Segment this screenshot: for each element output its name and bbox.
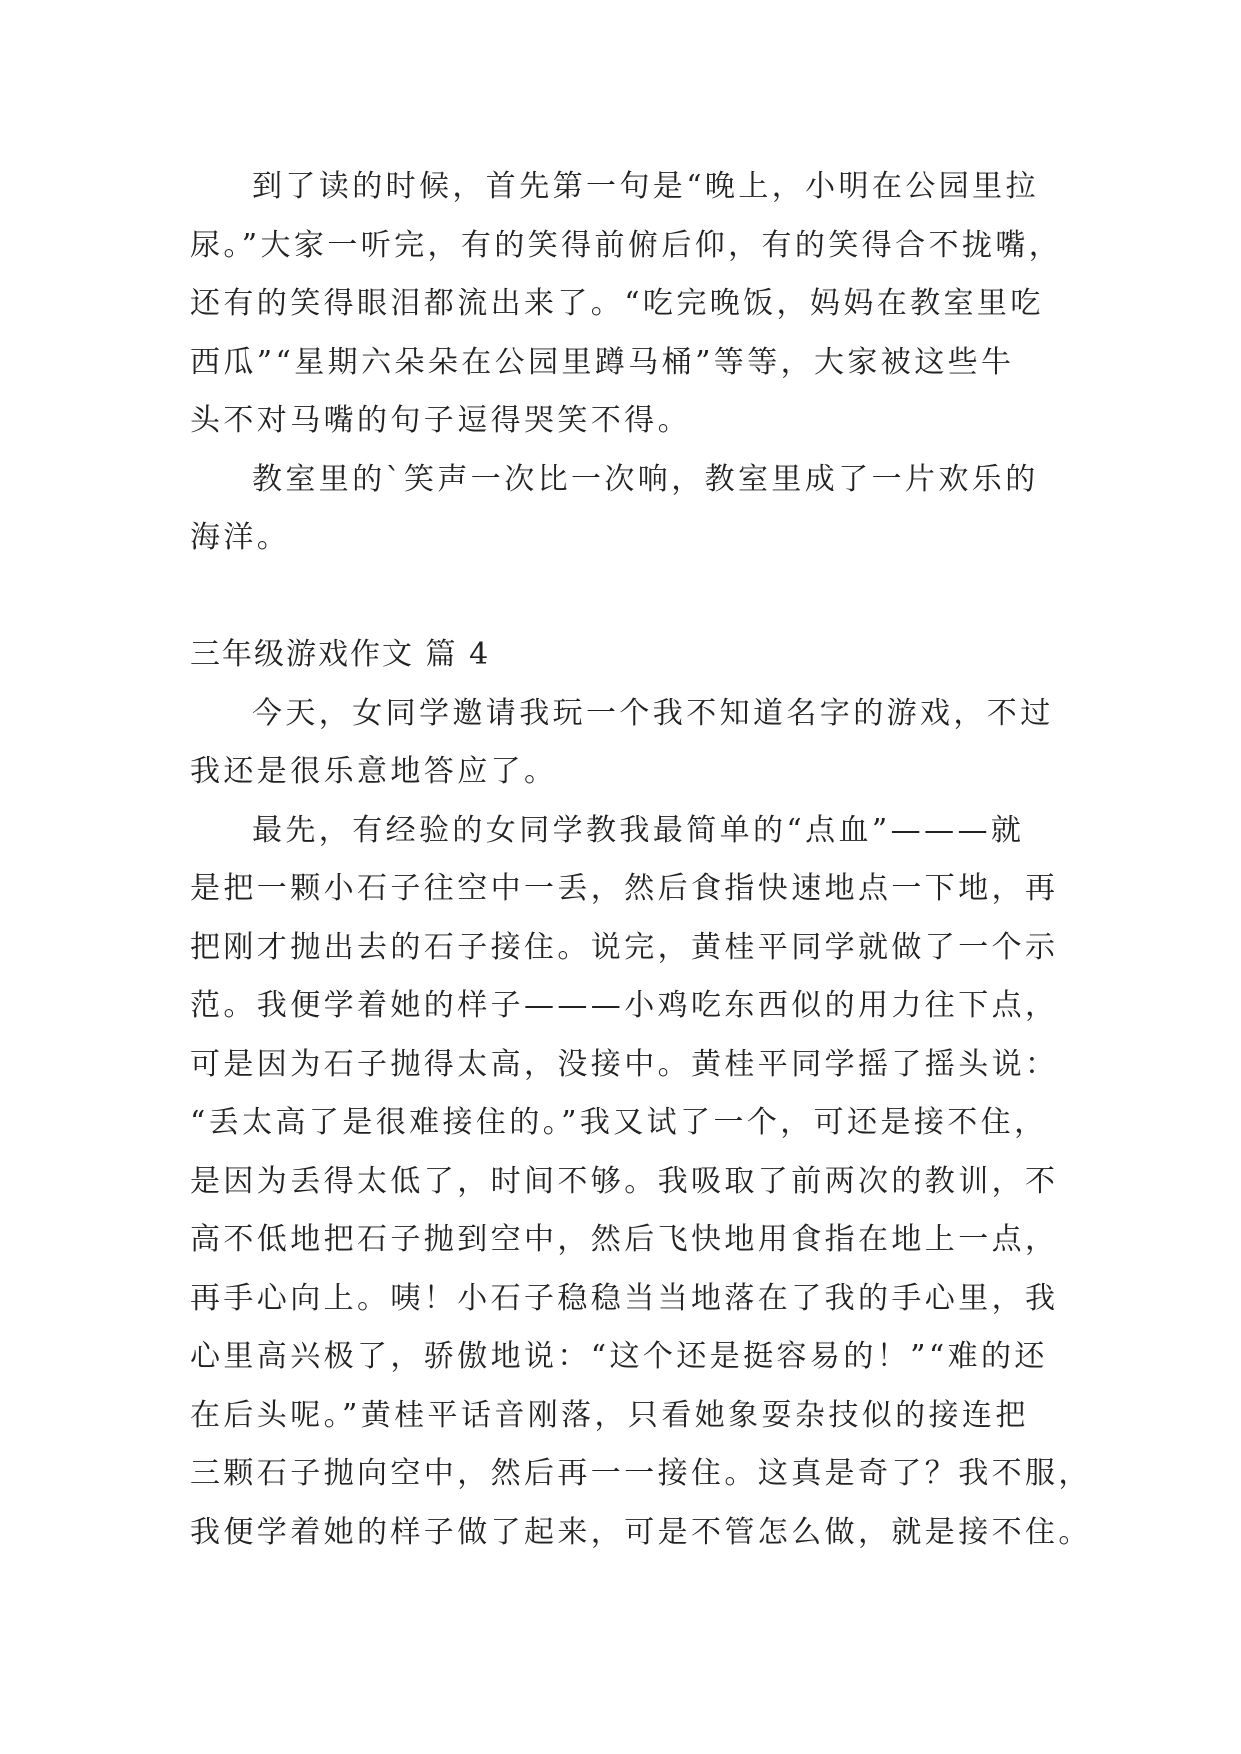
paragraph-line: 还有的笑得眼泪都流出来了。“吃完晚饭，妈妈在教室里吃 [190, 286, 1044, 321]
paragraph-line: 海洋。 [190, 520, 291, 555]
paragraph-line: 心里高兴极了，骄傲地说：“这个还是挺容易的！”“难的还 [190, 1339, 1048, 1374]
section-heading: 三年级游戏作文 篇 4 [190, 637, 491, 672]
paragraph-line: “丢太高了是很难接住的。”我又试了一个，可还是接不住， [190, 1105, 1048, 1140]
paragraph-line: 把刚才抛出去的石子接住。说完，黄桂平同学就做了一个示 [190, 929, 1059, 965]
paragraph-line: 头不对马嘴的句子逗得哭笑不得。 [190, 403, 691, 438]
paragraph-line: 是把一颗小石子往空中一丢，然后食指快速地点一下地，再 [190, 871, 1059, 906]
paragraph-line: 我便学着她的样子做了起来，可是不管怎么做，就是接不住。 [190, 1514, 1092, 1550]
paragraph-line: 最先，有经验的女同学教我最简单的“点血”———就 [252, 812, 1025, 848]
paragraph-line: 到了读的时候，首先第一句是“晚上，小明在公园里拉 [252, 169, 1039, 204]
section-gap [190, 568, 1050, 627]
paragraph-line: 我还是很乐意地答应了。 [190, 754, 558, 789]
paragraph-line: 在后头呢。”黄桂平话音刚落，只看她象耍杂技似的接连把 [190, 1397, 1029, 1433]
paragraph-line: 范。我便学着她的样子———小鸡吃东西似的用力往下点， [190, 988, 1059, 1023]
paragraph-line: 教室里的`笑声一次比一次响，教室里成了一片欢乐的 [252, 461, 1039, 497]
document-body [190, 158, 1092, 1562]
paragraph-line: 高不低地把石子抛到空中，然后飞快地用食指在地上一点， [190, 1222, 1059, 1257]
paragraph-line: 再手心向上。咦！小石子稳稳当当地落在了我的手心里，我 [190, 1280, 1059, 1316]
paragraph-line: 是因为丢得太低了，时间不够。我吸取了前两次的教训，不 [190, 1163, 1059, 1199]
paragraph-line: 今天，女同学邀请我玩一个我不知道名字的游戏，不过 [252, 695, 1054, 731]
paragraph-line: 尿。”大家一听完，有的笑得前俯后仰，有的笑得合不拢嘴， [190, 227, 1063, 263]
paragraph-line: 三颗石子抛向空中，然后再一一接住。这真是奇了？我不服， [190, 1456, 1092, 1491]
paragraph-line: 可是因为石子抛得太高，没接中。黄桂平同学摇了摇头说： [190, 1046, 1059, 1082]
paragraph-line: 西瓜”“星期六朵朵在公园里蹲马桶”等等，大家被这些牛 [190, 344, 1015, 380]
